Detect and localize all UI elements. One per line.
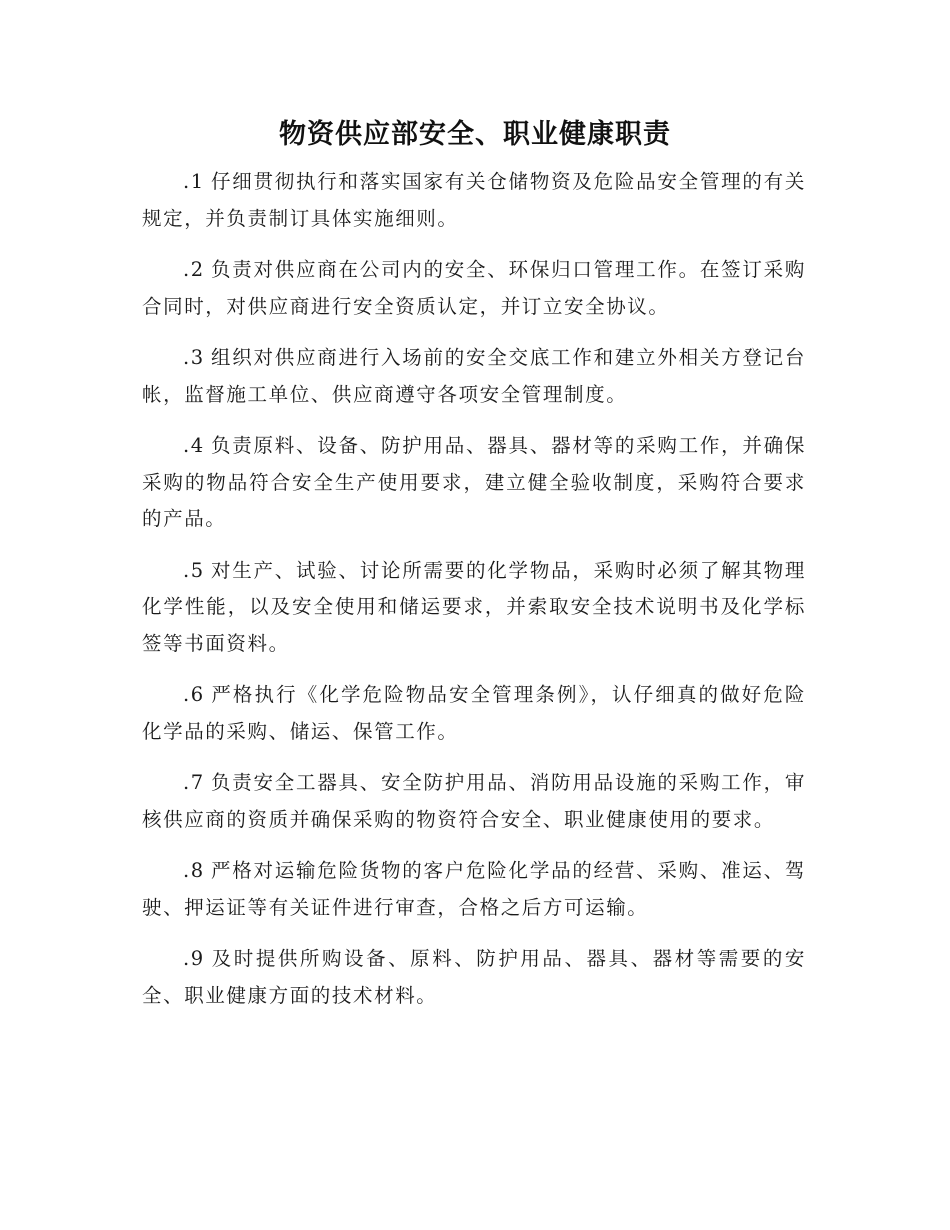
item-text: 组织对供应商进行入场前的安全交底工作和建立外相关方登记台帐，监督施工单位、供应商遵守各项安全管理制度。 (142, 346, 806, 406)
document-body (142, 164, 806, 1029)
item-number: .8 (183, 859, 205, 882)
item-text: 严格执行《化学危险物品安全管理条例》，认仔细真的做好危险化学品的采购、储运、保管工作。 (142, 683, 806, 743)
item-text: 仔细贯彻执行和落实国家有关仓储物资及危险品安全管理的有关规定，并负责制订具体实施细则。 (142, 170, 806, 230)
item-text: 对生产、试验、讨论所需要的化学物品，采购时必须了解其物理化学性能，以及安全使用和储运要求，并索取安全技术说明书及化学标签等书面资料。 (142, 558, 806, 655)
item-number: .3 (183, 346, 205, 369)
item-number: .6 (183, 683, 205, 706)
item-number: .1 (183, 170, 205, 193)
item-number: .9 (183, 947, 205, 970)
duty-item-6 (142, 677, 806, 750)
item-text: 及时提供所购设备、原料、防护用品、器具、器材等需要的安全、职业健康方面的技术材料。 (142, 947, 806, 1007)
duty-item-2 (142, 252, 806, 325)
duty-item-4 (142, 428, 806, 538)
document-title: 物资供应部安全、职业健康职责 (279, 119, 671, 150)
item-number: .7 (183, 771, 205, 794)
item-number: .5 (183, 558, 205, 582)
item-text: 严格对运输危险货物的客户危险化学品的经营、采购、准运、驾驶、押运证等有关证件进行审查，合格之后方可运输。 (142, 859, 806, 919)
item-number: .2 (183, 258, 205, 281)
item-text: 负责安全工器具、安全防护用品、消防用品设施的采购工作，审核供应商的资质并确保采购的物资符合安全、职业健康使用的要求。 (142, 771, 806, 831)
item-text: 负责原料、设备、防护用品、器具、器材等的采购工作，并确保采购的物品符合安全生产使用要求，建立健全验收制度，采购符合要求的产品。 (142, 434, 806, 530)
item-text: 负责对供应商在公司内的安全、环保归口管理工作。在签订采购合同时，对供应商进行安全资质认定，并订立安全协议。 (142, 258, 806, 318)
duty-item-9 (142, 941, 806, 1014)
duty-item-3 (142, 340, 806, 413)
duty-item-5 (142, 553, 806, 663)
duty-item-1 (142, 164, 806, 237)
duty-item-7 (142, 765, 806, 838)
item-number: .4 (183, 434, 205, 457)
duty-item-8 (142, 853, 806, 926)
